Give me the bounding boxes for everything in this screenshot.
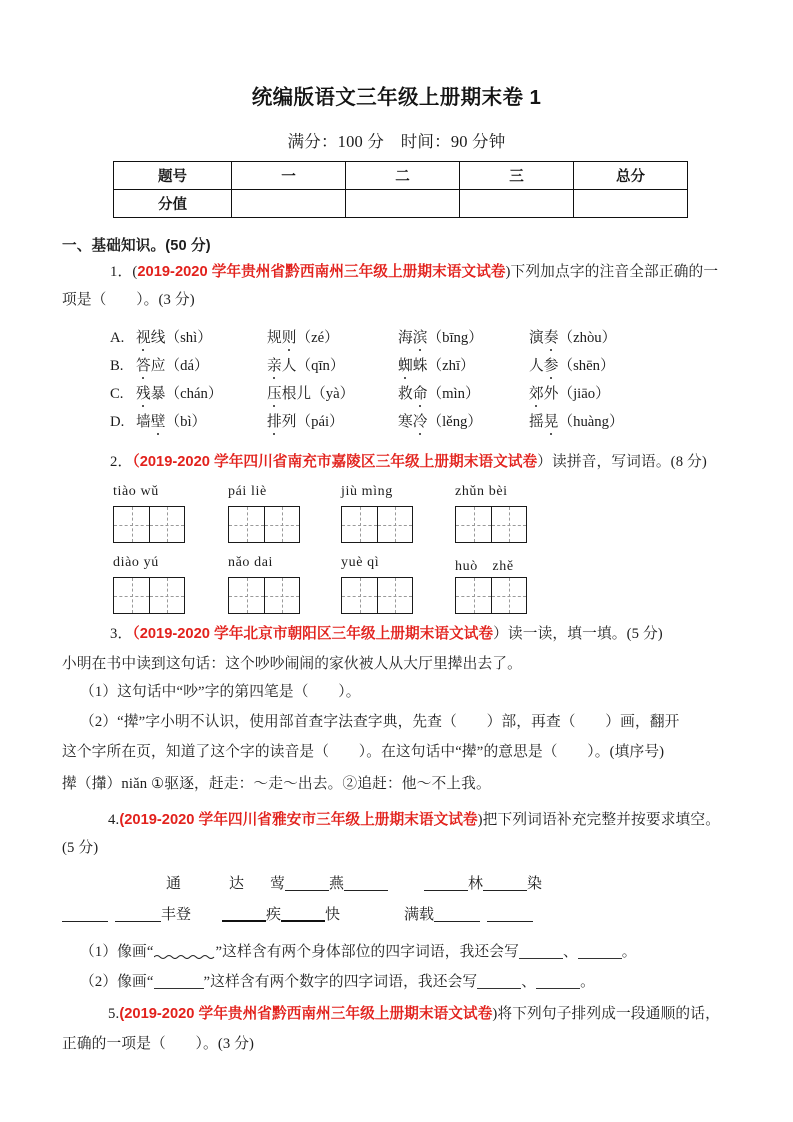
table-cell-score-total[interactable] xyxy=(574,190,688,218)
character-grid-box[interactable] xyxy=(228,577,300,614)
idiom-blank-1[interactable] xyxy=(118,872,244,893)
pinyin-label: nǎo dai xyxy=(228,555,274,570)
question-5-line2: 正确的一项是（ ）。(3 分) xyxy=(62,1036,255,1052)
grid-cell[interactable] xyxy=(456,507,491,542)
option-label: B. xyxy=(110,358,124,374)
idiom-blank-6[interactable]: 满载 xyxy=(404,903,533,924)
question-1-option-D[interactable] xyxy=(110,410,730,431)
option-item: 演奏（zhòu） xyxy=(529,326,660,347)
question-5-stem-text: )将下列句子排列成一段通顺的话， xyxy=(492,1006,720,1022)
question-3-dictionary-entry: 撵（攆）niǎn ①驱逐，赶走：～走～出去。②追赶：他～不上我。 xyxy=(62,776,491,792)
option-item: 蜘蛛（zhī） xyxy=(398,354,529,375)
question-5-source: 2019-2020 学年贵州省黔西南州三年级上册期末语文试卷 xyxy=(124,1006,493,1022)
grid-cell[interactable] xyxy=(149,507,184,542)
option-item: 郊外（jiāo） xyxy=(529,382,660,403)
question-3-sub-2-line2[interactable]: 这个字所在页，知道了这个字的读音是（ ）。在这句话中“撵”的意思是（ ）。(填序号) xyxy=(62,744,665,760)
character-grid-box[interactable] xyxy=(455,577,527,614)
grid-cell[interactable] xyxy=(114,578,149,613)
option-label: A. xyxy=(110,330,125,346)
question-4-stem-text: )把下列词语补充完整并按要求填空。 xyxy=(477,812,721,828)
option-label: D. xyxy=(110,414,125,430)
question-4-number: 4. xyxy=(108,812,120,828)
question-3-number: 3． xyxy=(110,626,133,642)
option-item: 人参（shēn） xyxy=(529,354,660,375)
question-1-stem xyxy=(110,258,735,286)
question-3-source: 2019-2020 学年北京市朝阳区三年级上册期末语文试卷 xyxy=(139,626,494,642)
question-1-stem-text: )下列加点字的注音全部正确的一 xyxy=(505,264,719,280)
question-5-number: 5. xyxy=(108,1006,120,1022)
option-item: 排列（pái） xyxy=(267,410,398,431)
table-cell-q2: 二 xyxy=(346,162,460,190)
question-3-sub-2-line1[interactable]: （2）“撵”字小明不认识，使用部首查字法查字典，先查（ ）部，再查（ ）画，翻开 xyxy=(80,714,680,730)
grid-cell[interactable] xyxy=(114,507,149,542)
exam-meta-subtitle: 满分：100 分 时间：90 分钟 xyxy=(287,132,506,151)
pinyin-label: zhǔn bèi xyxy=(455,484,508,499)
grid-cell[interactable] xyxy=(491,507,526,542)
wavy-blank-icon xyxy=(154,944,216,959)
table-cell-header-label: 题号 xyxy=(114,162,232,190)
question-5-stem: 5.(2019-2020 学年贵州省黔西南州三年级上册期末语文试卷)将下列句子排列成一段通顺的话， xyxy=(108,1006,720,1022)
table-cell-score-q3[interactable] xyxy=(460,190,574,218)
question-3-sub-1[interactable]: （1）这句话中“吵”字的第四笔是（ ）。 xyxy=(80,684,361,700)
option-item: 残暴（chán） xyxy=(136,382,267,403)
option-item: 亲人（qīn） xyxy=(267,354,398,375)
question-3-stem: 3．（2019-2020 学年北京市朝阳区三年级上册期末语文试卷）读一读，填一填。(5 分) xyxy=(110,626,663,642)
grid-cell[interactable] xyxy=(264,578,299,613)
question-1-option-B[interactable] xyxy=(110,354,730,375)
grid-cell[interactable] xyxy=(456,578,491,613)
grid-cell[interactable] xyxy=(229,578,264,613)
grid-cell[interactable] xyxy=(264,507,299,542)
question-1-stem-line2: 项是（ ）。(3 分) xyxy=(62,292,195,308)
table-row xyxy=(114,190,688,218)
option-item: 救命（mìn） xyxy=(398,382,529,403)
wavy-underline-icon xyxy=(118,891,244,896)
pinyin-label: yuè qì xyxy=(341,555,380,570)
question-2-stem: 2．（2019-2020 学年四川省南充市嘉陵区三年级上册期末语文试卷）读拼音，写词语。(8 分) xyxy=(110,454,707,470)
idiom-blank-2[interactable]: 莺 燕 xyxy=(270,872,388,893)
option-item: 答应（dá） xyxy=(136,354,267,375)
table-cell-q3: 三 xyxy=(460,162,574,190)
grid-cell[interactable] xyxy=(377,507,412,542)
option-item: 海滨（bīng） xyxy=(398,326,529,347)
question-1-source: 2019-2020 学年贵州省黔西南州三年级上册期末语文试卷 xyxy=(137,264,506,280)
question-1-number: 1．( xyxy=(110,264,138,280)
grid-cell[interactable] xyxy=(491,578,526,613)
idiom-blank-5[interactable]: 疾 快 xyxy=(222,903,340,924)
question-4-stem: 4.(2019-2020 学年四川省雅安市三年级上册期末语文试卷)把下列词语补充完整并按要求填空。 xyxy=(108,812,721,828)
option-item: 视线（shì） xyxy=(136,326,267,347)
grid-cell[interactable] xyxy=(342,578,377,613)
grid-cell[interactable] xyxy=(377,578,412,613)
question-2-number: 2． xyxy=(110,454,133,470)
question-4-sub-1[interactable]: （1）像画“ ”这样含有两个身体部位的四字词语，我还会写 、 。 xyxy=(80,944,637,960)
idiom-blank-3[interactable]: 林 染 xyxy=(424,872,542,893)
table-cell-score-q1[interactable] xyxy=(232,190,346,218)
table-cell-total: 总分 xyxy=(574,162,688,190)
character-grid-box[interactable] xyxy=(113,506,185,543)
question-1-option-A[interactable] xyxy=(110,326,730,347)
question-3-stem-text: ）读一读，填一填。(5 分) xyxy=(493,626,663,642)
question-2-source: 2019-2020 学年四川省南充市嘉陵区三年级上册期末语文试卷 xyxy=(139,454,538,470)
question-2-stem-text: ）读拼音，写词语。(8 分) xyxy=(537,454,707,470)
option-item: 寒冷（lěng） xyxy=(398,410,529,431)
grid-cell[interactable] xyxy=(342,507,377,542)
question-4-sub-2[interactable]: （2）像画“ ”这样含有两个数字的四字词语，我还会写 、 。 xyxy=(80,974,595,990)
option-label: C. xyxy=(110,386,124,402)
option-item: 规则（zé） xyxy=(267,326,398,347)
pinyin-label: pái liè xyxy=(228,484,267,499)
character-grid-box[interactable] xyxy=(228,506,300,543)
pinyin-label: huò zhě xyxy=(455,559,514,574)
character-grid-box[interactable] xyxy=(113,577,185,614)
wavy-underline-group: 通 达 xyxy=(118,872,244,893)
page-title: 统编版语文三年级上册期末卷 1 xyxy=(251,86,542,109)
character-grid-box[interactable] xyxy=(341,506,413,543)
pinyin-label: diào yú xyxy=(113,555,159,570)
option-item: 摇晃（huàng） xyxy=(529,410,660,431)
character-grid-box[interactable] xyxy=(455,506,527,543)
grid-cell[interactable] xyxy=(149,578,184,613)
section-heading: 一、基础知识。(50 分) xyxy=(62,238,211,254)
table-cell-score-label: 分值 xyxy=(114,190,232,218)
table-cell-score-q2[interactable] xyxy=(346,190,460,218)
idiom-blank-4[interactable]: 丰登 xyxy=(62,903,191,924)
option-item: 压根儿（yà） xyxy=(267,382,398,403)
option-item: 墙壁（bì） xyxy=(136,410,267,431)
grid-cell[interactable] xyxy=(229,507,264,542)
table-cell-q1: 一 xyxy=(232,162,346,190)
character-grid-box[interactable] xyxy=(341,577,413,614)
pinyin-label: tiào wǔ xyxy=(113,484,159,499)
question-4-source: 2019-2020 学年四川省雅安市三年级上册期末语文试卷 xyxy=(124,812,478,828)
score-summary-table xyxy=(113,161,688,218)
question-4-points: (5 分) xyxy=(62,840,99,856)
question-1-option-C[interactable] xyxy=(110,382,730,403)
pinyin-label: jiù mìng xyxy=(341,484,393,499)
table-row xyxy=(114,162,688,190)
question-3-passage: 小明在书中读到这句话：这个吵吵闹闹的家伙被人从大厅里撵出去了。 xyxy=(62,656,522,672)
